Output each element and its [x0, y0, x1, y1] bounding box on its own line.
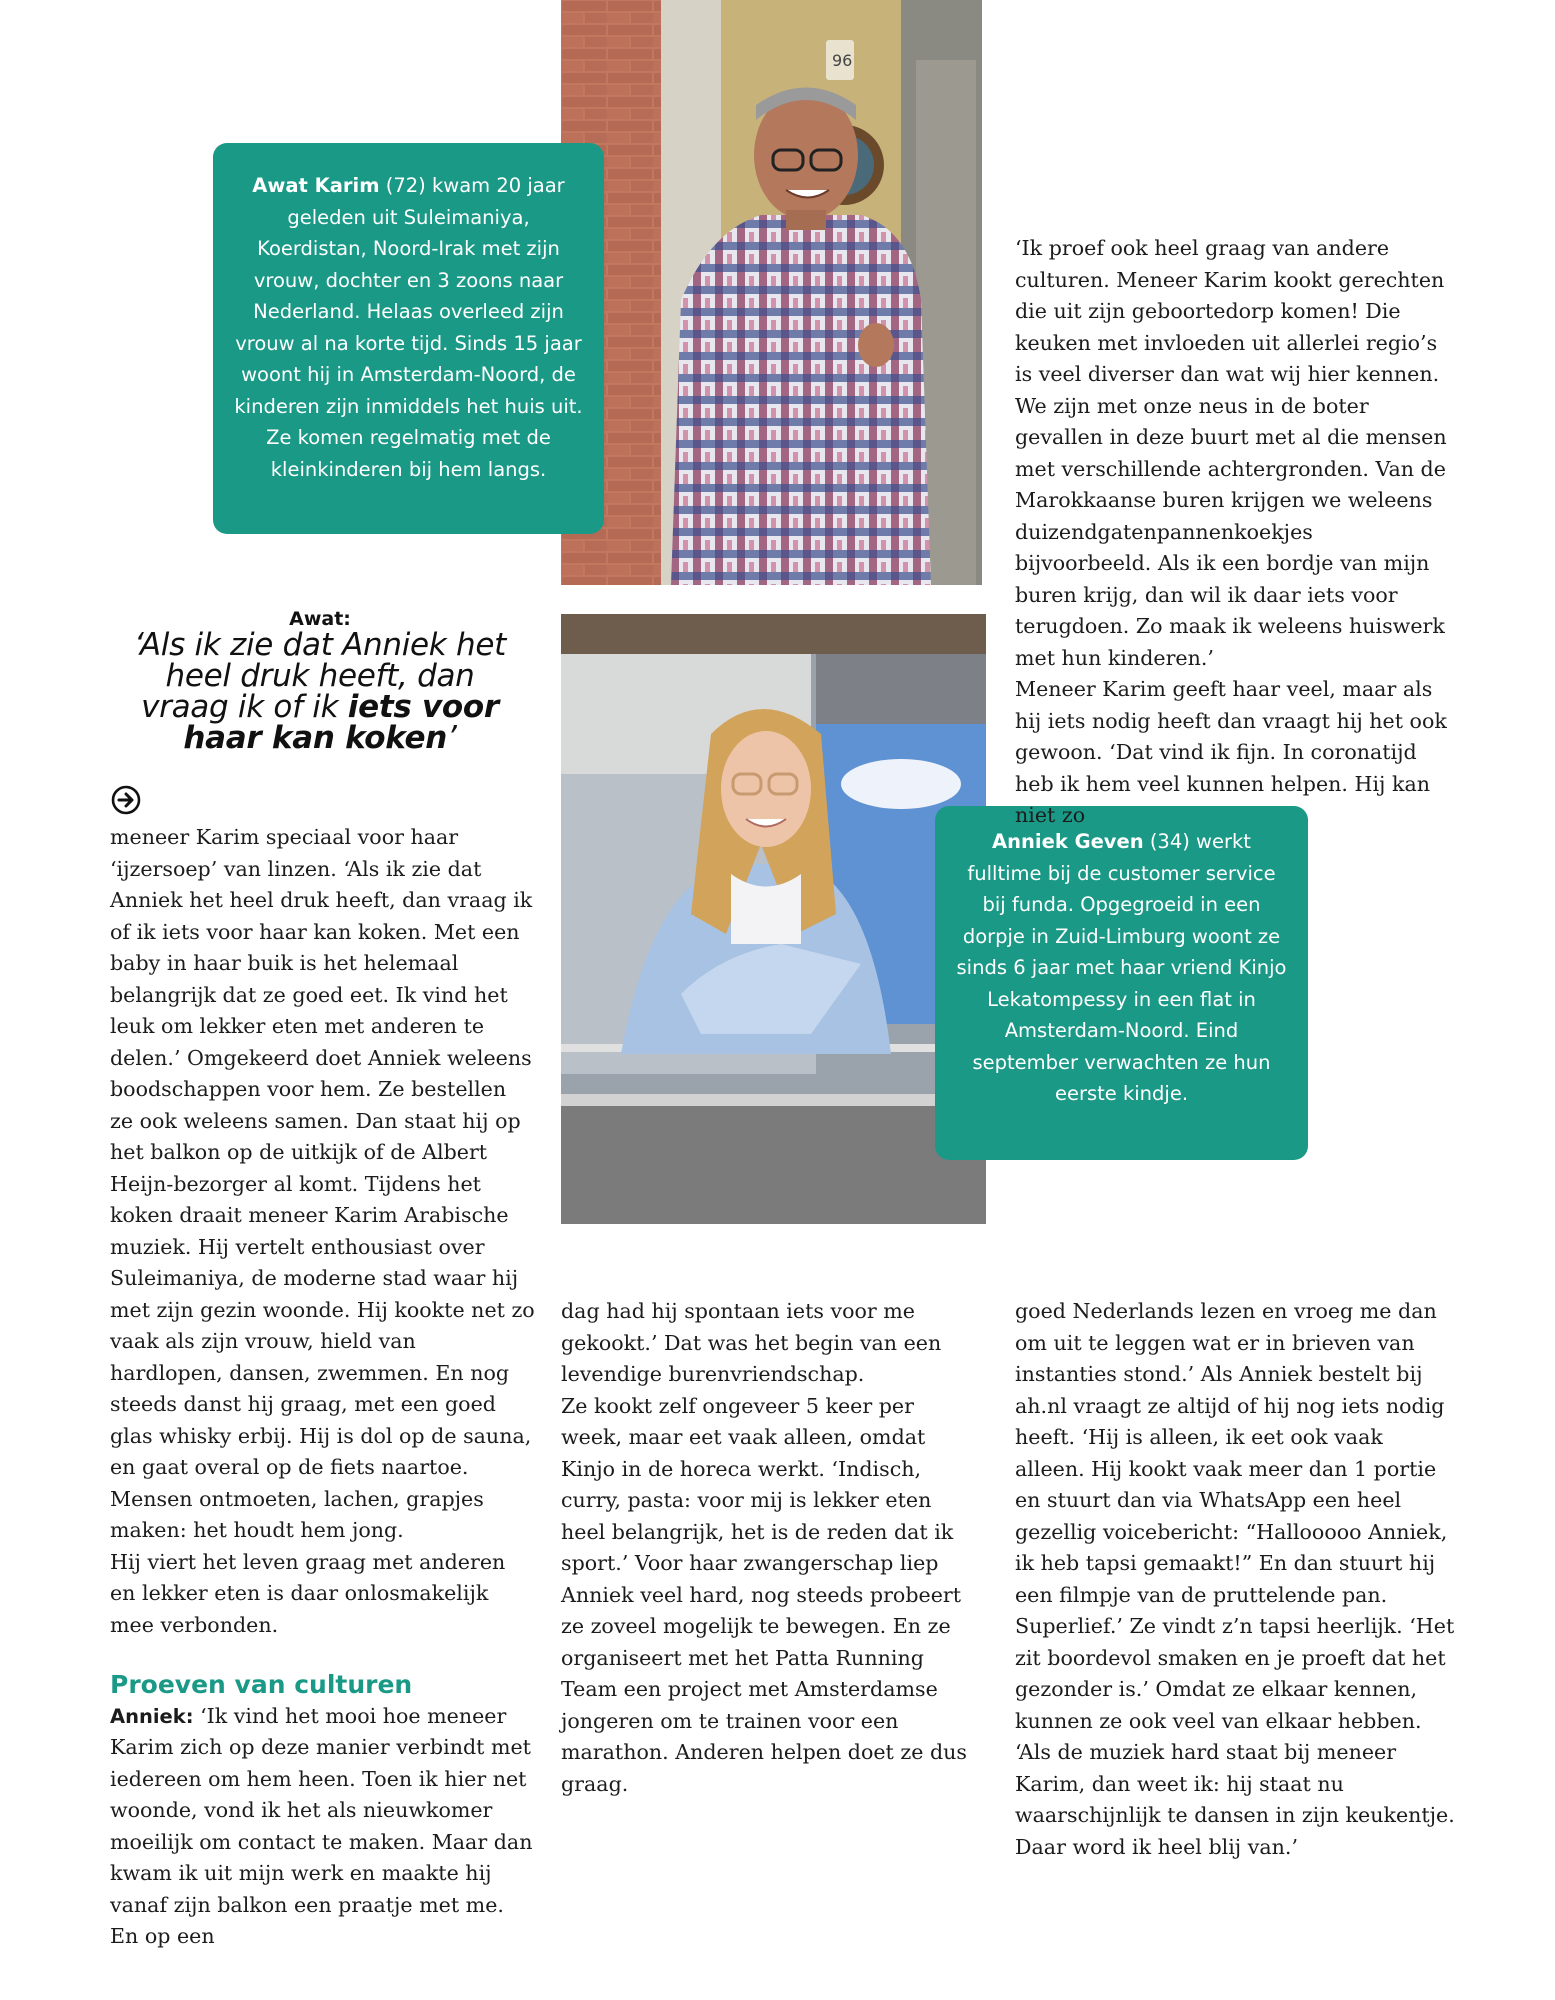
caption-anniek-name: Anniek Geven: [992, 830, 1144, 853]
pull-quote-text-end: ’: [447, 720, 457, 756]
column-middle: [561, 1296, 981, 1800]
column-right-bottom: [1015, 1296, 1455, 1863]
photo-anniek-illustration: [561, 614, 986, 1224]
column-middle-paragraph-2: Ze kookt zelf ongeveer 5 keer per week, maar eet vaak alleen, omdat Kinjo in de horeca werkt. ‘Indisch, curry, pasta: voor mij is lekker eten heel belangrijk, het is de reden dat ik sport.’ Voor haar zwangerschap liep Anniek veel hard, nog steeds probeert ze zoveel mogelijk te bewegen. En ze organiseert met het Patta Running Team een project met Amsterdamse jongeren om te trainen voor een marathon. Anderen helpen doet ze dus graag.: [561, 1393, 967, 1796]
pull-quote: [130, 608, 510, 754]
column-left-paragraph-3-text: ‘Ik vind het mooi hoe meneer Karim zich op deze manier verbindt met iedereen om hem heen. Toen ik hier net woonde, vond ik het als nieuwkomer moeilijk om contact te maken. Maar dan kwam ik uit mijn werk en maakte hij vanaf zijn balkon een praatje met me. En op een: [110, 1703, 533, 1948]
pull-quote-speaker: Awat:: [289, 608, 351, 630]
pull-quote-text-bold: iets voor haar kan koken: [183, 689, 499, 756]
subhead-proeven-van-culturen: Proeven van culturen: [110, 1670, 413, 1699]
pull-quote-text-regular: ‘Als ik zie dat Anniek het heel druk heeft, dan vraag ik of ik: [134, 627, 506, 725]
door-number: 96: [832, 51, 853, 70]
column-left-paragraph-1: meneer Karim speciaal voor haar ‘ijzersoep’ van linzen. ‘Als ik zie dat Anniek het heel druk heeft, dan vraag ik of ik iets voor haar kan koken. Met een baby in haar buik is het helemaal belangrijk dat ze goed eet. Ik vind het leuk om lekker eten met anderen te delen.’ Omgekeerd doet Anniek weleens boodschappen voor hem. Ze bestellen ze ook weleens samen. Dan staat hij op het balkon op de uitkijk of de Albert Heijn-bezorger al komt. Tijdens het koken draait meneer Karim Arabische muziek. Hij vertelt enthousiast over Suleimaniya, de moderne stad waar hij met zijn gezin woonde. Hij kookte net zo vaak als zijn vrouw, hield van hardlopen, dansen, zwemmen. En nog steeds danst hij graag, met een goed glas whisky erbij. Hij is dol op de sauna, en gaat overal op de fiets naartoe. Mensen ontmoeten, lachen, grapjes maken: het houdt hem jong.: [110, 825, 535, 1542]
arrow-right-circle-icon: [111, 785, 141, 815]
photo-awat-karim: [561, 0, 982, 585]
column-left-paragraph-3: [110, 1701, 535, 1953]
photo-awat-illustration: [561, 0, 982, 585]
column-right-bottom-paragraph-1: goed Nederlands lezen en vroeg me dan om uit te leggen wat er in brieven van instanties stond.’ Als Anniek bestelt bij ah.nl vraagt ze altijd of hij nog iets nodig heeft. ‘Hij is alleen, ik eet ook vaak alleen. Hij kookt vaak meer dan 1 portie en stuurt dan via WhatsApp een heel gezellig voicebericht: “Hallooooo Anniek, ik heb tapsi gemaakt!” En dan stuurt hij een filmpje van de pruttelende pan. Superlief.’ Ze vindt z’n tapsi heerlijk. ‘Het zit boordevol smaken en je proeft dat het gezonder is.’ Omdat ze elkaar kennen, kunnen ze ook veel van elkaar hebben. ‘Als de muziek hard staat bij meneer Karim, dan weet ik: hij staat nu waarschijnlijk te dansen in zijn keukentje. Daar word ik heel blij van.’: [1015, 1299, 1455, 1859]
photo-anniek-geven: [561, 614, 986, 1224]
speaker-anniek-label: Anniek:: [110, 1704, 194, 1728]
column-left: [110, 822, 535, 1953]
caption-awat-karim: [213, 143, 604, 534]
pull-quote-text: [130, 627, 510, 756]
caption-awat-text: (72) kwam 20 jaar geleden uit Suleimaniya, Koerdistan, Noord-Irak met zijn vrouw, dochter en 3 zoons naar Nederland. Helaas overleed zijn vrouw al na korte tijd. Sinds 15 jaar woont hij in Amsterdam-Noord, de kinderen zijn inmiddels het huis uit. Ze komen regelmatig met de kleinkinderen bij hem langs.: [234, 174, 583, 481]
column-right-top-paragraph-2: Meneer Karim geeft haar veel, maar als hij iets nodig heeft dan vraagt hij het ook gewoon. ‘Dat vind ik fijn. In coronatijd heb ik hem veel kunnen helpen. Hij kan niet zo: [1015, 677, 1447, 827]
caption-anniek-text: (34) werkt fulltime bij de customer service bij funda. Opgegroeid in een dorpje in Zuid-Limburg woont ze sinds 6 jaar met haar vriend Kinjo Lekatompessy in een flat in Amsterdam-Noord. Eind september verwachten ze hun eerste kindje.: [956, 830, 1287, 1105]
column-right-top-paragraph-1: ‘Ik proef ook heel graag van andere culturen. Meneer Karim kookt gerechten die uit zijn geboortedorp komen! Die keuken met invloeden uit allerlei regio’s is veel diverser dan wat wij hier kennen. We zijn met onze neus in de boter gevallen in deze buurt met al die mensen met verschillende achtergronden. Van de Marokkaanse buren krijgen we weleens duizendgatenpannenkoekjes bijvoorbeeld. Als ik een bordje van mijn buren krijg, dan wil ik daar iets voor terugdoen. Zo maak ik weleens huiswerk met hun kinderen.’: [1015, 236, 1447, 670]
caption-awat-name: Awat Karim: [252, 174, 380, 197]
column-right-top: [1015, 233, 1455, 832]
column-left-paragraph-2: Hij viert het leven graag met anderen en lekker eten is daar onlosmakelijk mee verbonden.: [110, 1549, 506, 1637]
caption-anniek-geven: [935, 806, 1308, 1160]
column-middle-paragraph-1: dag had hij spontaan iets voor me gekookt.’ Dat was het begin van een levendige burenvriendschap.: [561, 1299, 942, 1386]
